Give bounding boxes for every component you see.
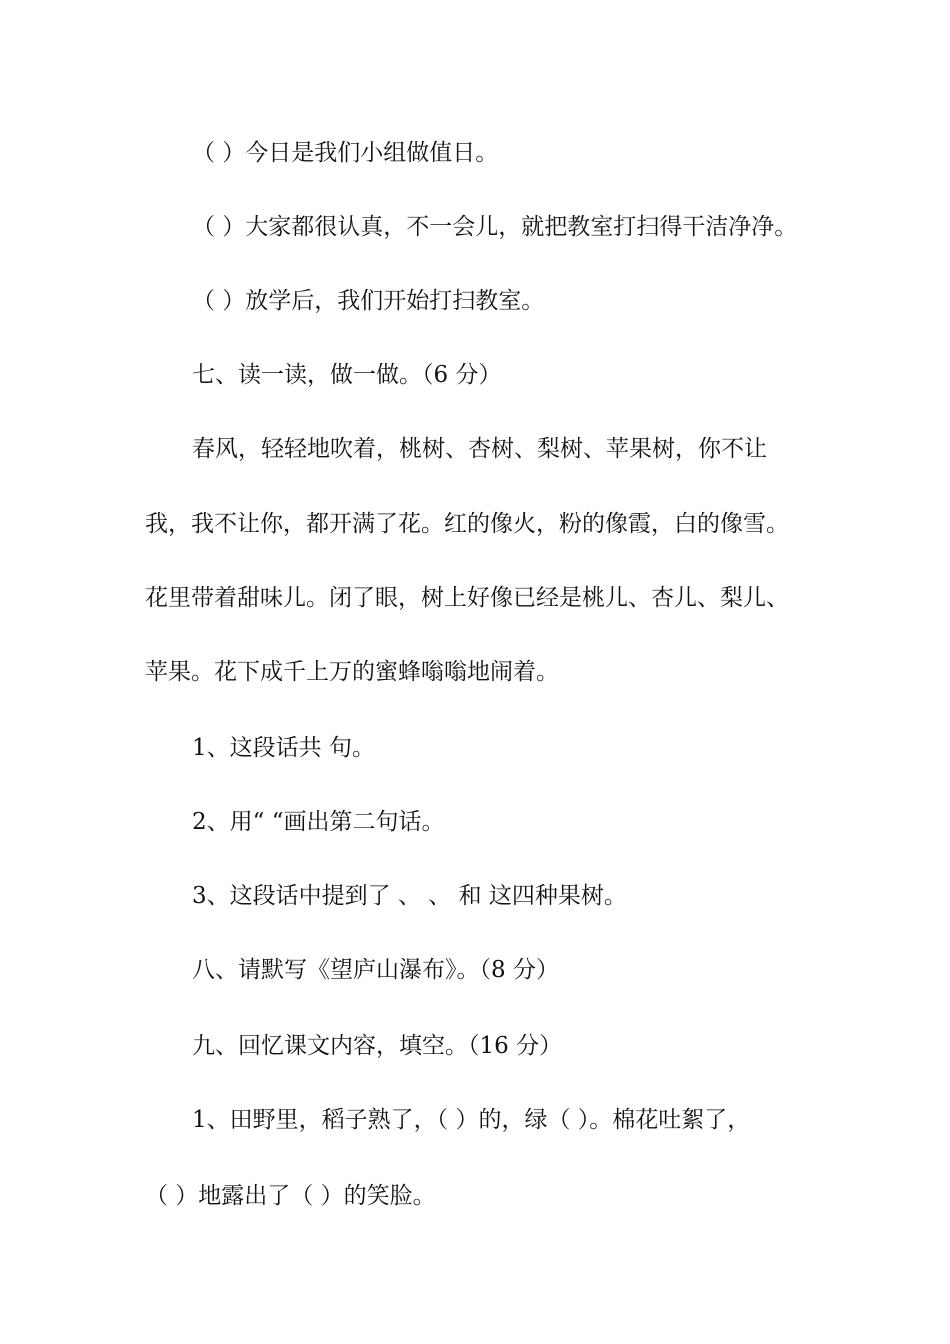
section-9-heading: 九、回忆课文内容，填空。（16 分） xyxy=(192,1033,563,1059)
passage-line-3: 花里带着甜味儿。闭了眼，树上好像已经是桃儿、杏儿、梨儿、 xyxy=(145,585,789,611)
order-sentence-3: （ ）放学后，我们开始打扫教室。 xyxy=(192,288,545,314)
passage-line-1: 春风，轻轻地吹着，桃树、杏树、梨树、苹果树，你不让 xyxy=(192,436,767,462)
question-7-2: 2、用“ “画出第二句话。 xyxy=(192,809,445,835)
question-9-1-line-1: 1、田野里，稻子熟了，（ ）的，绿（ ）。棉花吐絮了， xyxy=(192,1107,751,1133)
passage-line-4: 苹果。花下成千上万的蜜蜂嗡嗡地闹着。 xyxy=(145,659,559,685)
question-7-1: 1、这段话共 句。 xyxy=(192,735,375,761)
passage-line-2: 我，我不让你，都开满了花。红的像火，粉的像霞，白的像雪。 xyxy=(145,511,789,537)
question-7-3: 3、这段话中提到了 、 、 和 这四种果树。 xyxy=(192,883,627,909)
question-9-1-line-2: （ ）地露出了（ ）的笑脸。 xyxy=(145,1183,436,1209)
order-sentence-2: （ ）大家都很认真，不一会儿，就把教室打扫得干洁净净。 xyxy=(192,214,798,240)
order-sentence-1: （ ）今日是我们小组做值日。 xyxy=(192,140,499,166)
section-7-heading: 七、读一读，做一做。（6 分） xyxy=(192,362,502,388)
section-8-heading: 八、请默写《望庐山瀑布》。（8 分） xyxy=(192,957,559,983)
